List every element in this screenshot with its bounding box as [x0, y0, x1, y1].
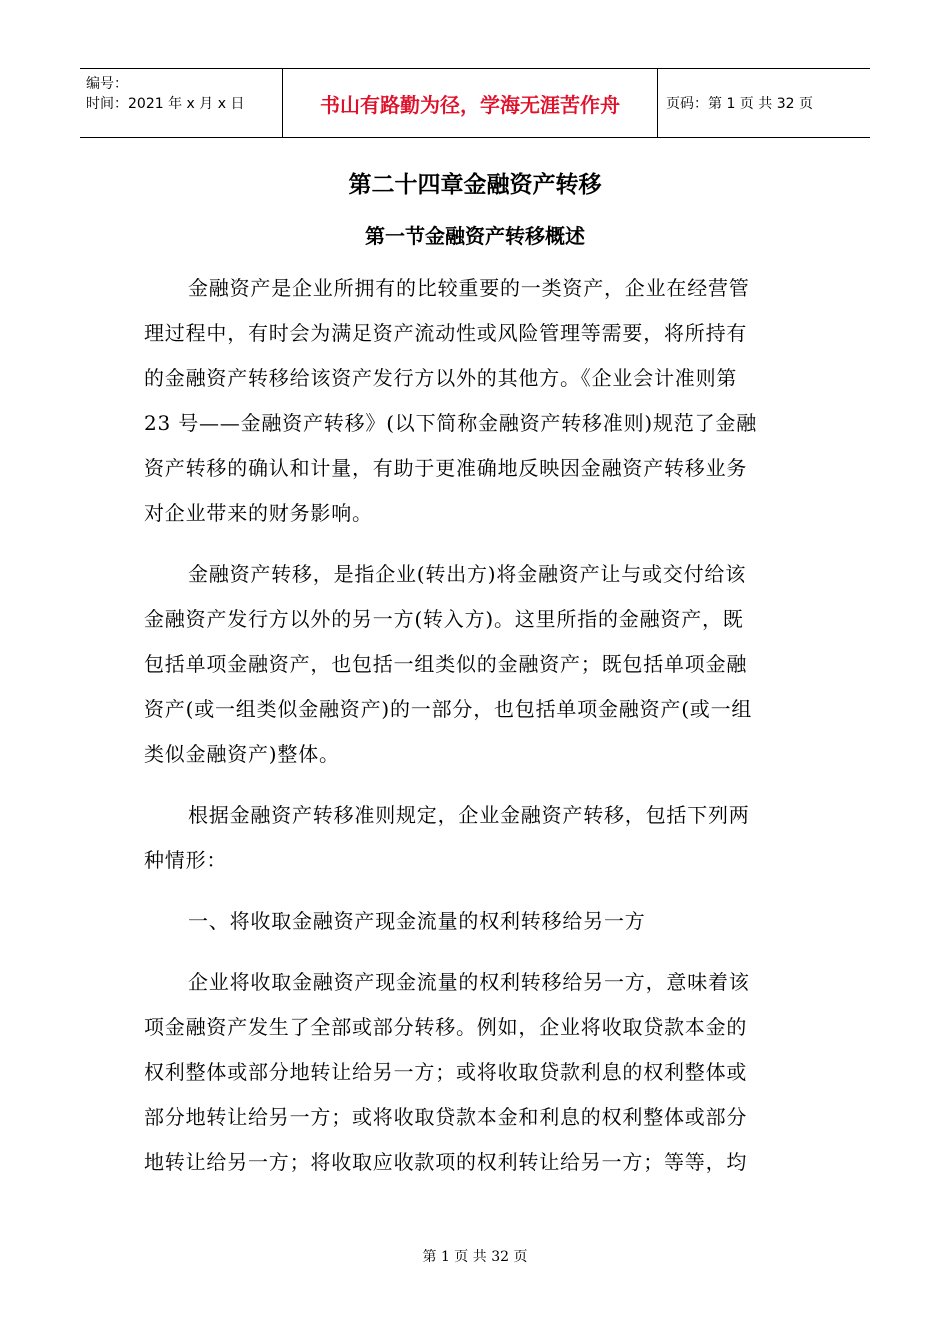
document-body	[144, 266, 804, 1185]
paragraph-line: 的金融资产转移给该资产发行方以外的其他方。《企业会计准则第	[144, 366, 738, 390]
paragraph-line: 23 号——金融资产转移》(以下简称金融资产转移准则)规范了金融	[144, 411, 758, 435]
paragraph	[144, 793, 804, 883]
paragraph	[144, 552, 804, 777]
paragraph	[144, 266, 804, 536]
paragraph-line: 企业将收取金融资产现金流量的权利转移给另一方，意味着该	[188, 970, 750, 994]
paragraph	[144, 899, 804, 944]
paragraph-line: 部分地转让给另一方；或将收取贷款本金和利息的权利整体或部分	[144, 1105, 748, 1129]
paragraph-line: 资产(或一组类似金融资产)的一部分，也包括单项金融资产(或一组	[144, 697, 753, 721]
number-label: 编号：	[86, 76, 128, 92]
header-page-label: 页码：第 1 页 共 32 页	[666, 96, 813, 112]
section-title: 第一节金融资产转移概述	[365, 224, 585, 248]
date-label: 时间：2021 年 x 月 x 日	[86, 96, 245, 112]
paragraph-line: 种情形：	[144, 848, 228, 872]
paragraph-line: 理过程中，有时会为满足资产流动性或风险管理等需要，将所持有	[144, 321, 748, 345]
paragraph-line: 一、将收取金融资产现金流量的权利转移给另一方	[188, 909, 646, 933]
paragraph-line: 类似金融资产)整体。	[144, 742, 340, 766]
header-meta	[80, 69, 282, 137]
chapter-title: 第二十四章金融资产转移	[348, 172, 602, 198]
paragraph-line: 权利整体或部分地转让给另一方；或将收取贷款利息的权利整体或	[144, 1060, 748, 1084]
paragraph-line: 资产转移的确认和计量，有助于更准确地反映因金融资产转移业务	[144, 456, 748, 480]
paragraph-line: 金融资产转移，是指企业(转出方)将金融资产让与或交付给该	[188, 562, 747, 586]
paragraph-line: 地转让给另一方；将收取应收款项的权利转让给另一方；等等，均	[144, 1150, 748, 1174]
paragraph-line: 对企业带来的财务影响。	[144, 501, 373, 525]
paragraph-line: 金融资产发行方以外的另一方(转入方)。这里所指的金融资产，既	[144, 607, 744, 631]
paragraph-line: 根据金融资产转移准则规定，企业金融资产转移，包括下列两	[188, 803, 750, 827]
paragraph-line: 金融资产是企业所拥有的比较重要的一类资产，企业在经营管	[188, 276, 750, 300]
paragraph-line: 项金融资产发生了全部或部分转移。例如，企业将收取贷款本金的	[144, 1015, 748, 1039]
page-footer: 第 1 页 共 32 页	[422, 1249, 528, 1265]
paragraph-line: 包括单项金融资产，也包括一组类似的金融资产；既包括单项金融	[144, 652, 748, 676]
header-motto: 书山有路勤为径，学海无涯苦作舟	[282, 69, 658, 137]
page-header	[80, 68, 870, 138]
paragraph	[144, 960, 804, 1185]
